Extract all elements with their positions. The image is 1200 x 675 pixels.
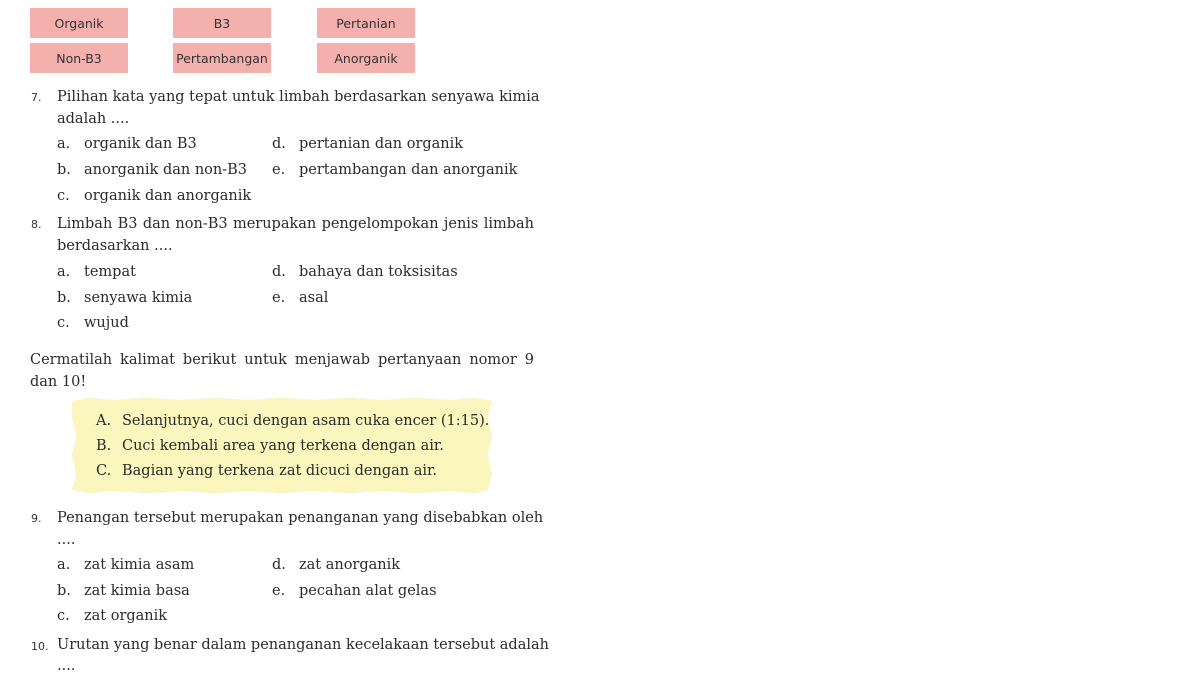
- question-7-option-e[interactable]: pertambangan dan anorganik: [299, 162, 518, 178]
- note-item-a: Selanjutnya, cuci dengan asam cuka encer (1:15).: [122, 413, 490, 429]
- question-8-option-a-letter: a.: [57, 264, 71, 280]
- question-8-option-b[interactable]: senyawa kimia: [84, 290, 193, 306]
- note-item-b: Cuci kembali area yang terkena dengan air.: [122, 438, 444, 454]
- question-8-option-e-letter: e.: [272, 290, 286, 306]
- question-9-option-e[interactable]: pecahan alat gelas: [299, 583, 437, 599]
- question-8-option-a[interactable]: tempat: [84, 264, 136, 280]
- question-10-text-line-2: ....: [57, 658, 76, 674]
- word-box-pertanian: Pertanian: [317, 8, 415, 38]
- question-7-number: 7.: [31, 91, 42, 104]
- note-item-c: Bagian yang terkena zat dicuci dengan air.: [122, 463, 437, 479]
- question-8-option-b-letter: b.: [57, 290, 71, 306]
- question-8-number: 8.: [31, 218, 42, 231]
- question-7-option-c-letter: c.: [57, 188, 70, 204]
- question-9-option-c[interactable]: zat organik: [84, 608, 168, 624]
- word-box-organik: Organik: [30, 8, 128, 38]
- question-7-option-b[interactable]: anorganik dan non-B3: [84, 162, 248, 178]
- question-7-option-b-letter: b.: [57, 162, 71, 178]
- question-9-option-b-letter: b.: [57, 583, 71, 599]
- question-7-text-line-1: Pilihan kata yang tepat untuk limbah berdasarkan senyawa kimia: [57, 89, 540, 105]
- question-7-option-a-letter: a.: [57, 136, 71, 152]
- word-box-pertambangan: Pertambangan: [173, 43, 271, 73]
- question-7-option-d-letter: d.: [272, 136, 286, 152]
- question-9-option-b[interactable]: zat kimia basa: [84, 583, 190, 599]
- question-9-text-line-2: ....: [57, 532, 76, 548]
- question-7-text-line-2: adalah ....: [57, 111, 130, 127]
- note-item-c-letter: C.: [96, 463, 112, 479]
- question-7-option-d[interactable]: pertanian dan organik: [299, 136, 464, 152]
- note-item-a-letter: A.: [96, 413, 112, 429]
- question-8-option-c[interactable]: wujud: [84, 315, 129, 331]
- instruction-line-1: Cermatilah kalimat berikut untuk menjawab pertanyaan nomor 9: [30, 352, 534, 368]
- note-item-b-letter: B.: [96, 438, 112, 454]
- question-8-option-d[interactable]: bahaya dan toksisitas: [299, 264, 458, 280]
- question-10-number: 10.: [31, 640, 49, 653]
- question-9-option-c-letter: c.: [57, 608, 70, 624]
- word-box-non-b3: Non-B3: [30, 43, 128, 73]
- question-10-text-line-1: Urutan yang benar dalam penanganan kecelakaan tersebut adalah: [57, 637, 549, 653]
- question-7-option-e-letter: e.: [272, 162, 286, 178]
- question-7-option-c[interactable]: organik dan anorganik: [84, 188, 252, 204]
- question-8-option-d-letter: d.: [272, 264, 286, 280]
- question-7-option-a[interactable]: organik dan B3: [84, 136, 197, 152]
- question-9-option-a[interactable]: zat kimia asam: [84, 557, 195, 573]
- question-8-text-line-1: Limbah B3 dan non-B3 merupakan pengelompokan jenis limbah: [57, 216, 534, 232]
- question-9-option-d[interactable]: zat anorganik: [299, 557, 401, 573]
- instruction-line-2: dan 10!: [30, 374, 87, 390]
- question-8-text-line-2: berdasarkan ....: [57, 238, 173, 254]
- question-8-option-c-letter: c.: [57, 315, 70, 331]
- question-8-option-e[interactable]: asal: [299, 290, 329, 306]
- question-9-option-e-letter: e.: [272, 583, 286, 599]
- word-box-anorganik: Anorganik: [317, 43, 415, 73]
- word-box-b3: B3: [173, 8, 271, 38]
- question-9-option-d-letter: d.: [272, 557, 286, 573]
- question-9-text-line-1: Penangan tersebut merupakan penanganan yang disebabkan oleh: [57, 510, 544, 526]
- question-9-number: 9.: [31, 512, 42, 525]
- question-9-option-a-letter: a.: [57, 557, 71, 573]
